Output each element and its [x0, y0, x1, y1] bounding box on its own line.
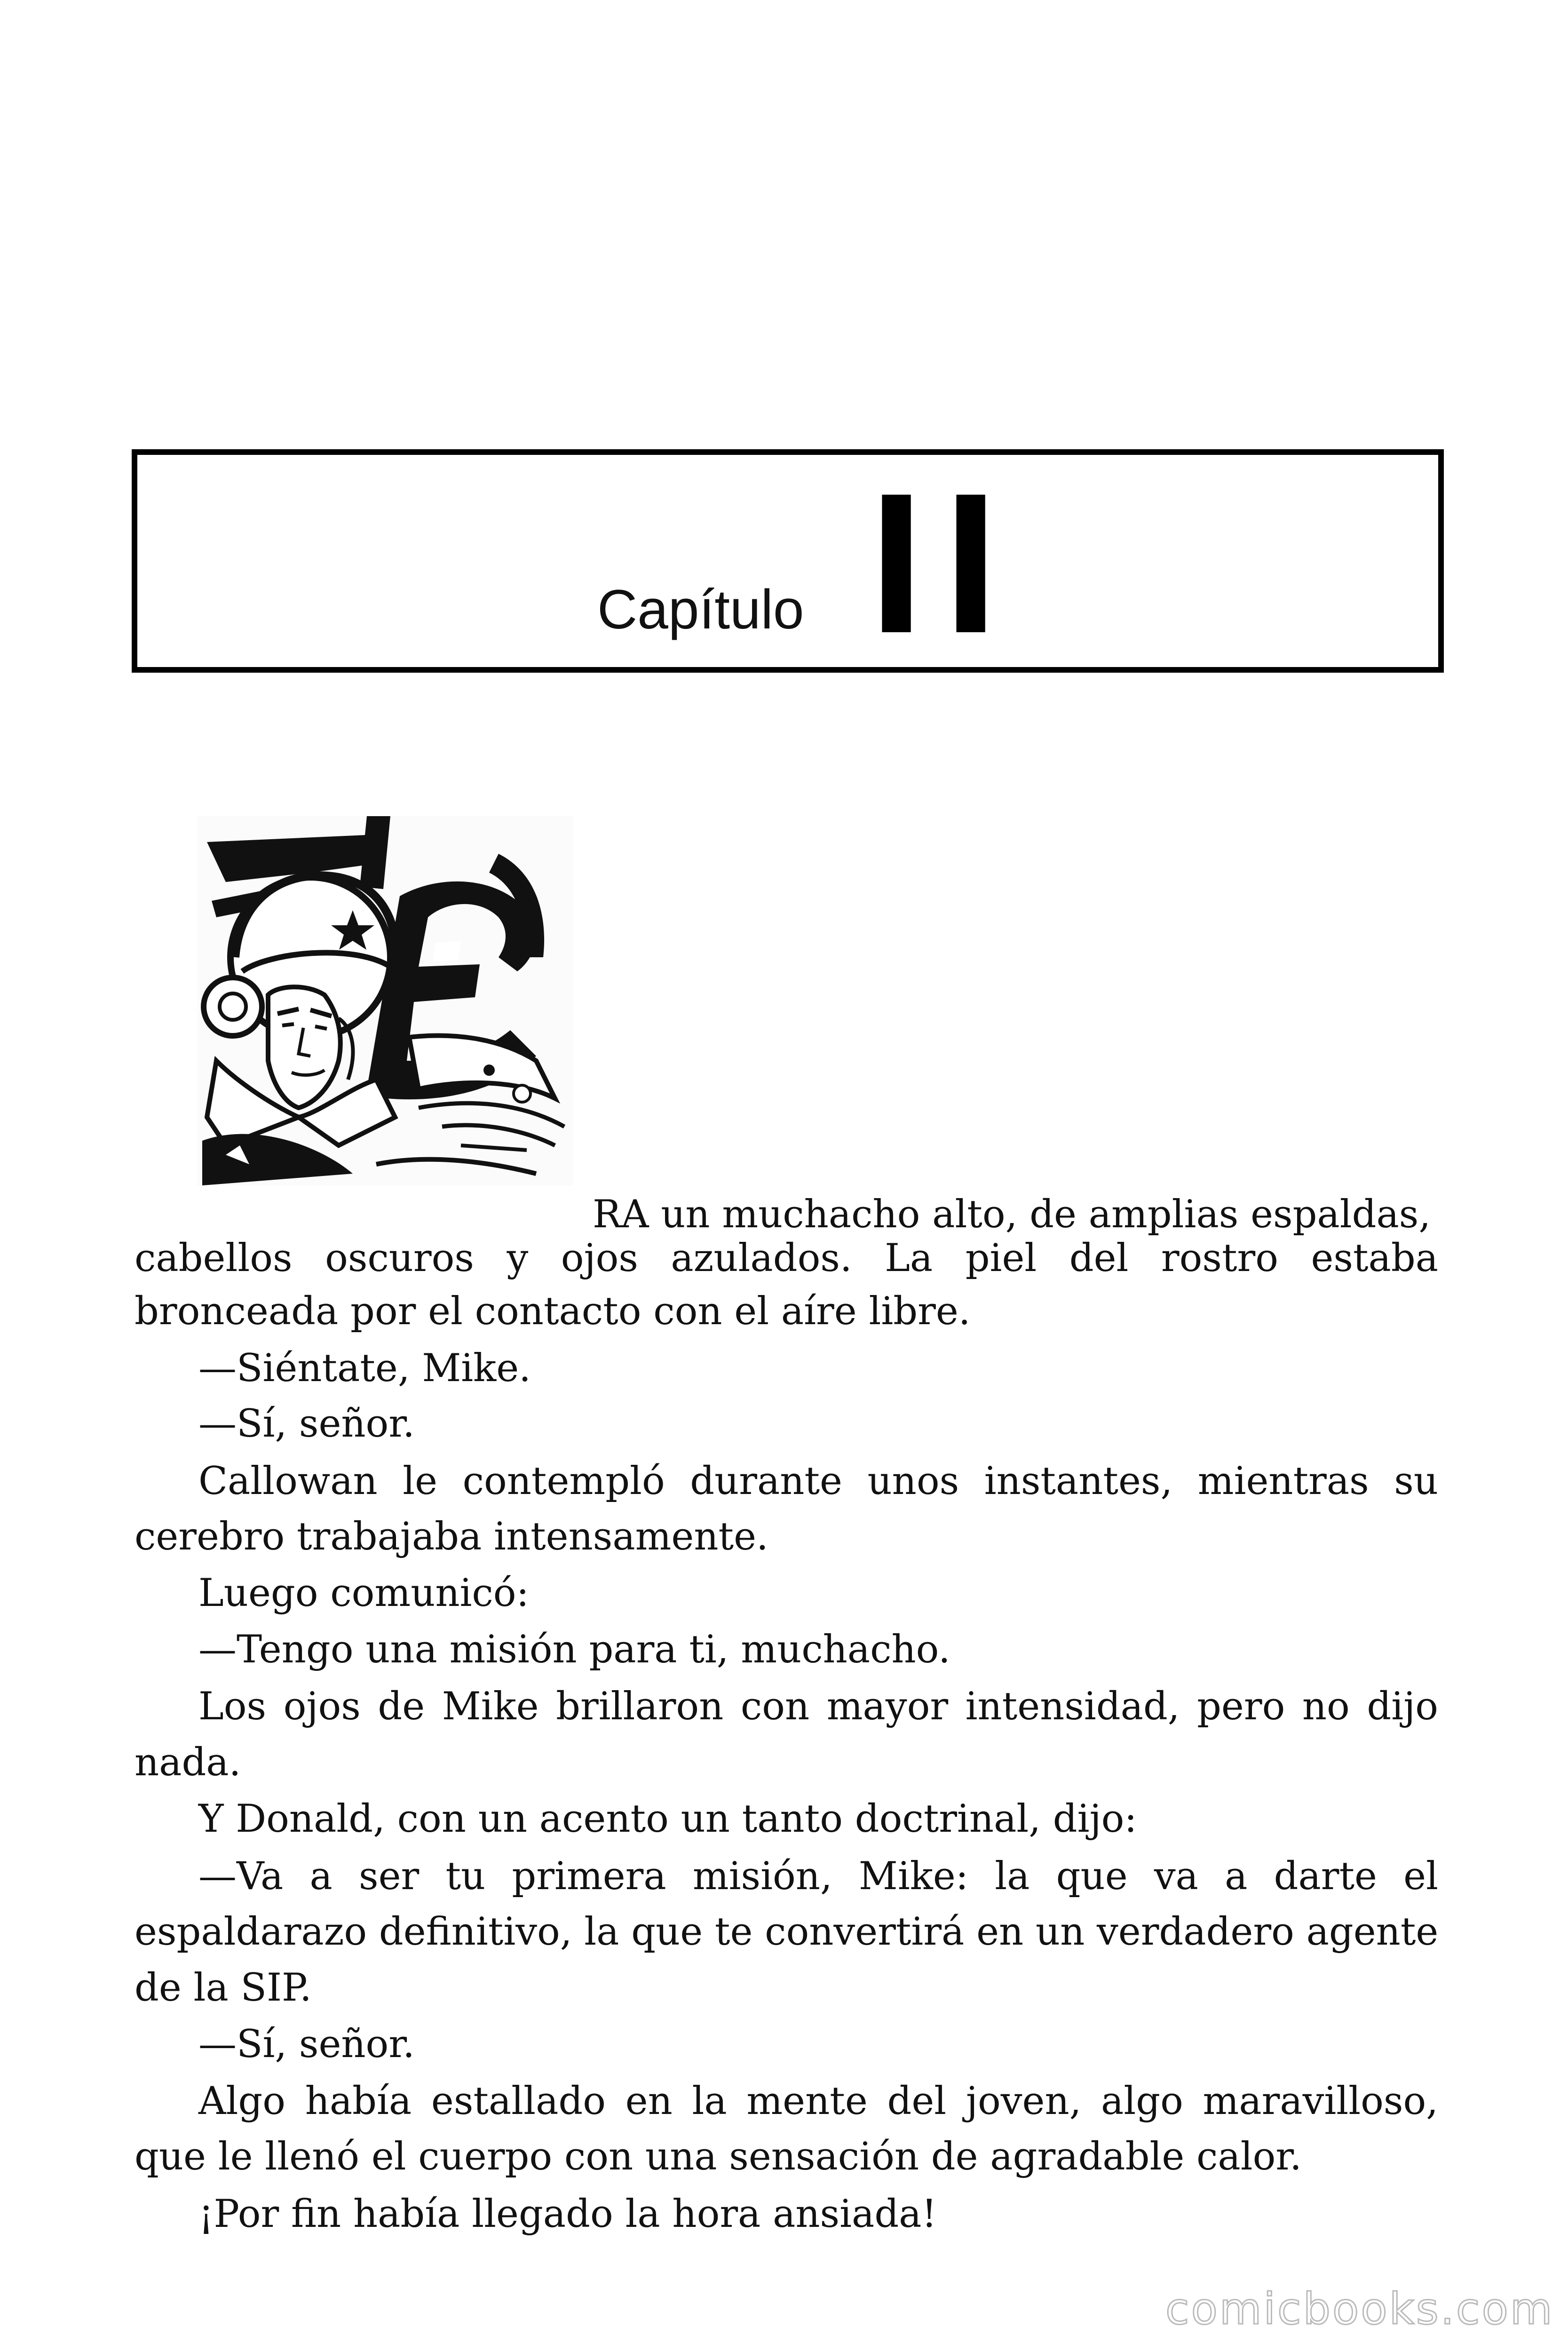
chapter-number: II	[869, 452, 1018, 675]
paragraph-2: —Siéntate, Mike.	[198, 1346, 531, 1391]
paragraph-4-line-2: cerebro trabajaba intensamente.	[135, 1515, 768, 1559]
paragraph-1-line-1: RA un muchacho alto, de amplias espaldas,	[593, 1192, 1431, 1237]
paragraph-12: ¡Por fin había llegado la hora ansiada!	[198, 2192, 937, 2236]
paragraph-9-line-3: de la SIP.	[135, 1966, 312, 2010]
paragraph-11-line-1: Algo había estallado en la mente del joven, algo maravilloso,	[198, 2079, 1438, 2123]
paragraph-6: —Tengo una misión para ti, muchacho.	[198, 1628, 950, 1672]
paragraph-10: —Sí, señor.	[198, 2022, 415, 2066]
paragraph-11-line-2: que le llenó el cuerpo con una sensación de agradable calor.	[135, 2135, 1302, 2179]
paragraph-3: —Sí, señor.	[198, 1402, 415, 1446]
watermark: comicbooks.com	[1165, 2284, 1554, 2334]
paragraph-9-line-2: espaldarazo definitivo, la que te convertirá en un verdadero agente	[135, 1910, 1439, 1954]
chapter-heading-box	[132, 449, 1444, 673]
paragraph-1-line-2: cabellos oscuros y ojos azulados. La piel del rostro estaba	[135, 1236, 1438, 1280]
paragraph-7-line-1: Los ojos de Mike brillaron con mayor intensidad, pero no dijo	[198, 1685, 1438, 1729]
paragraph-1-line-3: bronceada por el contacto con el aíre libre.	[135, 1289, 971, 1334]
paragraph-7-line-2: nada.	[135, 1740, 241, 1785]
drop-cap-illustration	[198, 816, 574, 1185]
paragraph-5: Luego comunicó:	[198, 1571, 529, 1615]
paragraph-4-line-1: Callowan le contempló durante unos instantes, mientras su	[198, 1459, 1438, 1503]
paragraph-9-line-1: —Va a ser tu primera misión, Mike: la que va a darte el	[198, 1854, 1438, 1899]
paragraph-8: Y Donald, con un acento un tanto doctrinal, dijo:	[198, 1797, 1137, 1841]
chapter-word: Capítulo	[597, 579, 804, 641]
